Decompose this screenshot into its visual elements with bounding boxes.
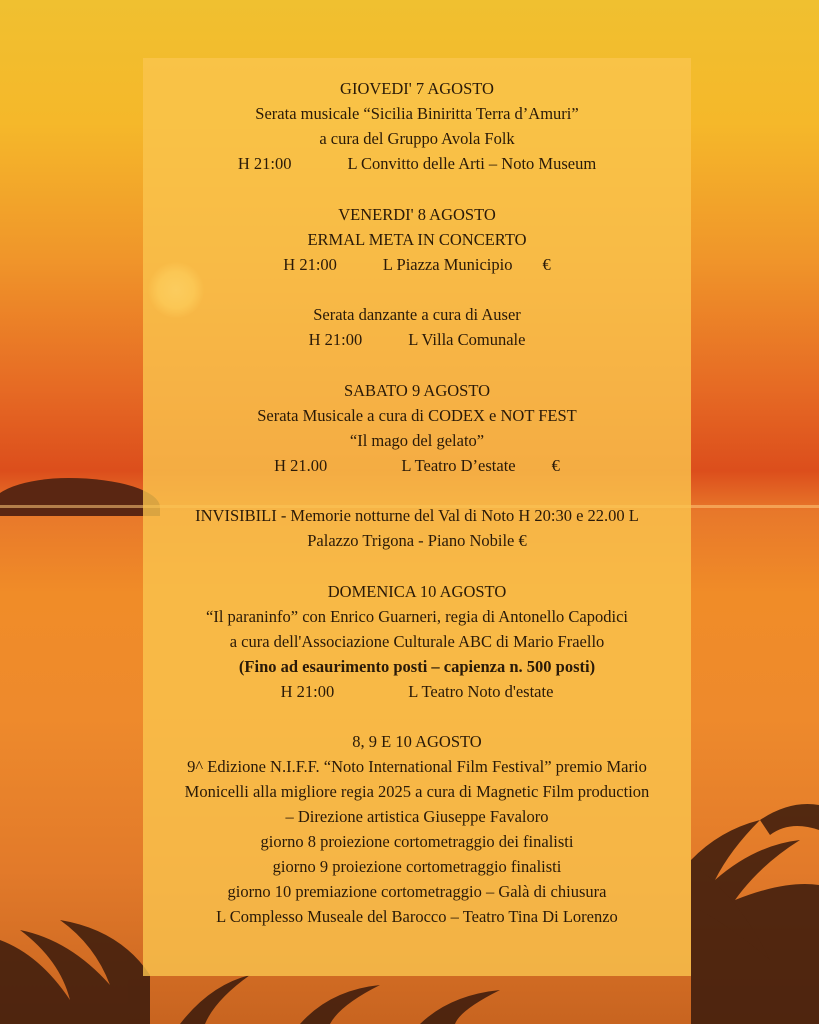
event-date: VENERDI' 8 AGOSTO bbox=[338, 204, 496, 224]
event-place: L Teatro Noto d'estate bbox=[408, 681, 554, 701]
event-venerdi bbox=[143, 202, 691, 277]
event-time-place bbox=[143, 327, 691, 352]
event-time: H 21:00 bbox=[280, 681, 335, 701]
event-place: L Teatro D’estate bbox=[401, 455, 516, 475]
event-price: € bbox=[551, 455, 560, 475]
event-time: H 21:00 bbox=[283, 254, 337, 274]
event-date: SABATO 9 AGOSTO bbox=[343, 380, 491, 400]
event-domenica bbox=[143, 579, 691, 704]
event-time: H 21:00 bbox=[237, 154, 292, 173]
event-line: Palazzo Trigona - Piano Nobile € bbox=[307, 531, 527, 550]
event-title: Serata Musicale a cura di CODEX e NOT FEST bbox=[257, 405, 577, 425]
event-list bbox=[143, 76, 691, 929]
event-time-place bbox=[143, 679, 691, 704]
event-giovedi bbox=[143, 76, 691, 176]
event-sabato bbox=[143, 378, 691, 478]
event-organizer: a cura dell'Associazione Culturale ABC di Mario Fraello bbox=[229, 631, 605, 651]
event-time-place bbox=[143, 453, 691, 478]
event-line: Monicelli alla migliore regia 2025 a cura di Magnetic Film production bbox=[184, 782, 650, 801]
event-date: DOMENICA 10 AGOSTO bbox=[327, 581, 507, 601]
event-line: L Complesso Museale del Barocco – Teatro Tina Di Lorenzo bbox=[216, 907, 618, 926]
event-date: 8, 9 E 10 AGOSTO bbox=[352, 732, 482, 751]
event-subtitle: “Il mago del gelato” bbox=[349, 430, 485, 450]
event-film-festival bbox=[143, 729, 691, 929]
event-line: giorno 8 proiezione cortometraggio dei finalisti bbox=[260, 832, 574, 851]
event-title: “Il paraninfo” con Enrico Guarneri, regia di Antonello Capodici bbox=[206, 606, 628, 626]
event-time-place bbox=[143, 252, 691, 277]
event-place: L Villa Comunale bbox=[408, 330, 526, 349]
event-line: giorno 9 proiezione cortometraggio finalisti bbox=[272, 857, 562, 876]
event-line: 9^ Edizione N.I.F.F. “Noto International Film Festival” premio Mario bbox=[187, 757, 647, 776]
event-auser bbox=[143, 302, 691, 352]
event-price: € bbox=[542, 254, 551, 274]
event-date: GIOVEDI' 7 AGOSTO bbox=[340, 79, 494, 98]
event-organizer: a cura del Gruppo Avola Folk bbox=[319, 129, 515, 148]
event-place: L Piazza Municipio bbox=[382, 254, 513, 274]
event-title: ERMAL META IN CONCERTO bbox=[307, 229, 527, 249]
event-time-place bbox=[143, 151, 691, 176]
event-time: H 21.00 bbox=[274, 455, 328, 475]
event-note: (Fino ad esaurimento posti – capienza n. 500 posti) bbox=[238, 656, 596, 676]
event-line: giorno 10 premiazione cortometraggio – Galà di chiusura bbox=[227, 882, 607, 901]
event-place: L Convitto delle Arti – Noto Museum bbox=[347, 154, 597, 173]
event-title: Serata musicale “Sicilia Biniritta Terra d’Amuri” bbox=[255, 104, 579, 123]
event-line: INVISIBILI - Memorie notturne del Val di Noto H 20:30 e 22.00 L bbox=[195, 506, 639, 525]
event-invisibili bbox=[143, 503, 691, 553]
event-line: – Direzione artistica Giuseppe Favaloro bbox=[285, 807, 549, 826]
event-title: Serata danzante a cura di Auser bbox=[313, 305, 521, 324]
event-time: H 21:00 bbox=[308, 330, 363, 349]
